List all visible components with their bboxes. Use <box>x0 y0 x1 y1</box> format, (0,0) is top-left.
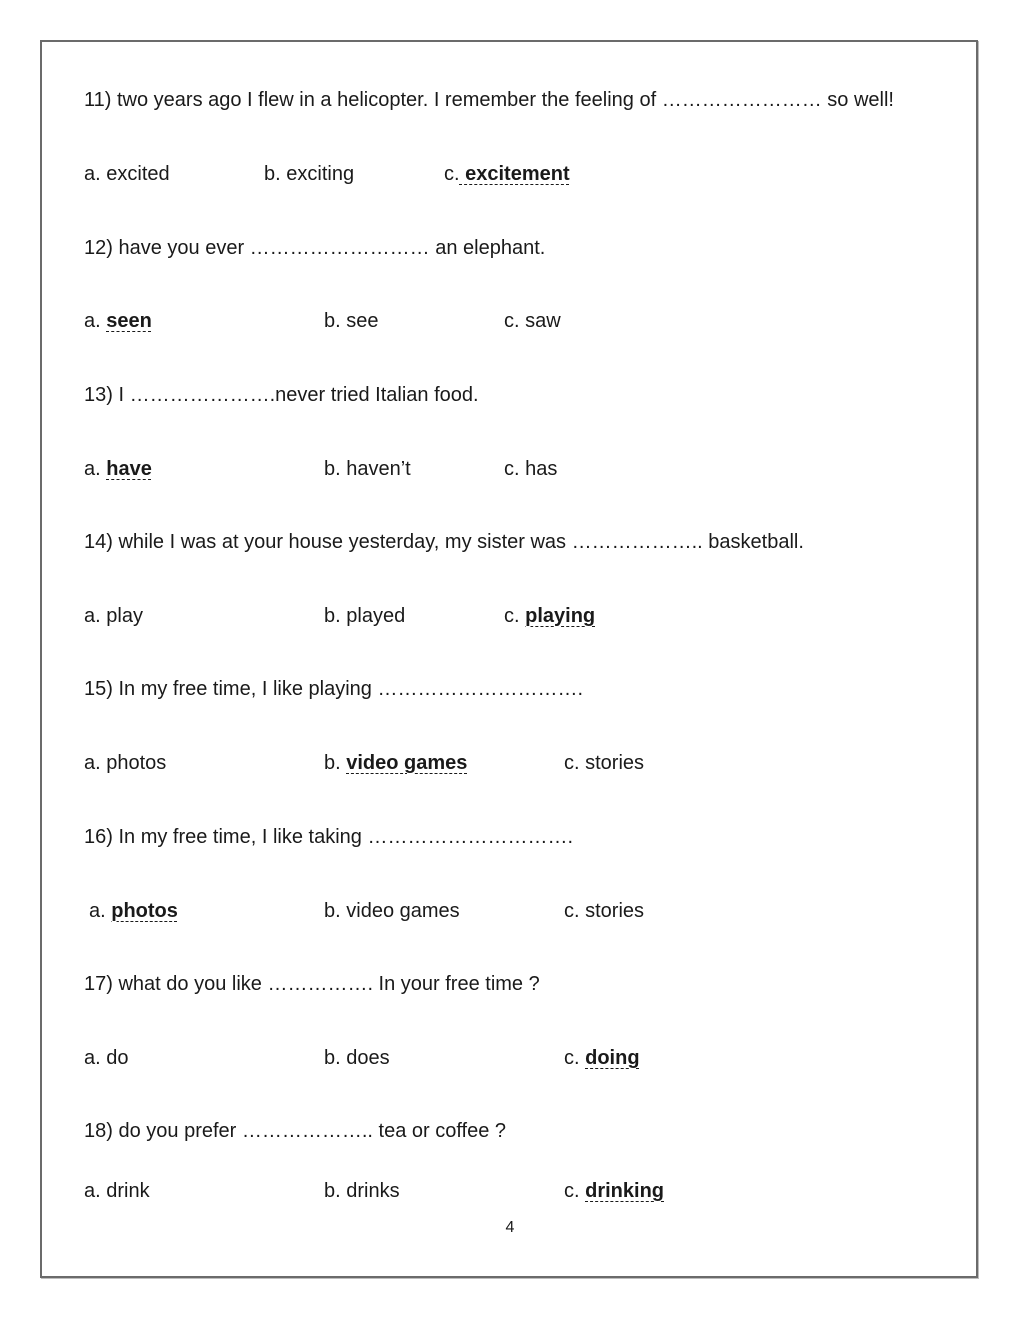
option-prefix: b. <box>324 1180 347 1202</box>
option-prefix: c. <box>564 1180 586 1202</box>
q17-option-c[interactable] <box>564 1046 640 1070</box>
option-prefix: c. <box>564 752 586 774</box>
q12-option-c[interactable] <box>504 309 561 333</box>
option-word: saw <box>525 310 561 332</box>
option-prefix: c. <box>504 605 526 627</box>
option-prefix: b. <box>264 163 287 185</box>
option-word: photos <box>106 752 167 774</box>
option-word: excited <box>106 163 170 185</box>
option-prefix: a. <box>84 752 107 774</box>
option-word: stories <box>585 900 645 922</box>
q11-option-b[interactable] <box>264 162 354 186</box>
question-12: 12) have you ever ……………………… an elephant. <box>84 237 546 259</box>
answer-word: seen <box>106 310 152 332</box>
question-17: 17) what do you like ……………. In your free time ? <box>84 973 540 995</box>
option-prefix: c. <box>564 900 586 922</box>
page-border <box>40 40 978 1278</box>
question-16: 16) In my free time, I like taking …………………………. <box>84 826 573 848</box>
option-prefix: b. <box>324 310 347 332</box>
answer-word: doing <box>585 1047 640 1069</box>
option-word: has <box>525 458 558 480</box>
option-prefix: b. <box>324 1047 347 1069</box>
q17-option-b[interactable] <box>324 1046 390 1070</box>
question-14: 14) while I was at your house yesterday, my sister was ……………….. basketball. <box>84 531 804 553</box>
answer-word: excitement <box>459 163 570 185</box>
option-word: video games <box>346 900 460 922</box>
question-18: 18) do you prefer ……………….. tea or coffee ? <box>84 1120 507 1142</box>
q16-option-a[interactable] <box>89 899 178 923</box>
q16-option-b[interactable] <box>324 899 460 923</box>
q16-option-c[interactable] <box>564 899 644 923</box>
question-11: 11) two years ago I flew in a helicopter. I remember the feeling of …………………… so well! <box>84 89 894 111</box>
option-word: drink <box>106 1180 150 1202</box>
q15-option-b[interactable] <box>324 751 467 775</box>
option-prefix: b. <box>324 458 347 480</box>
answer-word: drinking <box>585 1180 665 1202</box>
q12-option-a[interactable] <box>84 309 152 333</box>
option-word: does <box>346 1047 390 1069</box>
question-13: 13) I ………………….never tried Italian food. <box>84 384 479 406</box>
option-prefix: b. <box>324 900 347 922</box>
option-prefix: a. <box>84 458 107 480</box>
q11-option-c[interactable] <box>444 162 570 186</box>
q14-option-a[interactable] <box>84 604 143 628</box>
option-word: play <box>106 605 143 627</box>
q13-option-c[interactable] <box>504 457 557 481</box>
q11-option-a[interactable] <box>84 162 170 186</box>
answer-word: photos <box>111 900 178 922</box>
page-number: 4 <box>505 1219 515 1236</box>
option-prefix: c. <box>504 310 526 332</box>
q13-option-a[interactable] <box>84 457 152 481</box>
option-prefix: c. <box>504 458 526 480</box>
option-prefix: a. <box>84 310 107 332</box>
question-15: 15) In my free time, I like playing …………………………. <box>84 678 584 700</box>
answer-word: video games <box>346 752 468 774</box>
option-prefix: b. <box>324 605 347 627</box>
option-word: do <box>106 1047 129 1069</box>
option-prefix: a. <box>89 900 112 922</box>
answer-word: have <box>106 458 152 480</box>
option-prefix: a. <box>84 1180 107 1202</box>
q18-option-c[interactable] <box>564 1179 664 1203</box>
option-prefix: a. <box>84 1047 107 1069</box>
option-prefix: b. <box>324 752 347 774</box>
option-prefix: c. <box>564 1047 586 1069</box>
option-word: haven’t <box>346 458 411 480</box>
q14-option-c[interactable] <box>504 604 595 628</box>
option-prefix: c. <box>444 163 460 185</box>
option-prefix: a. <box>84 163 107 185</box>
q15-option-c[interactable] <box>564 751 644 775</box>
q14-option-b[interactable] <box>324 604 405 628</box>
q12-option-b[interactable] <box>324 309 379 333</box>
q15-option-a[interactable] <box>84 751 166 775</box>
option-word: played <box>346 605 406 627</box>
q17-option-a[interactable] <box>84 1046 129 1070</box>
q18-option-b[interactable] <box>324 1179 400 1203</box>
option-word: stories <box>585 752 645 774</box>
option-word: see <box>346 310 379 332</box>
q18-option-a[interactable] <box>84 1179 150 1203</box>
q13-option-b[interactable] <box>324 457 411 481</box>
option-prefix: a. <box>84 605 107 627</box>
option-word: drinks <box>346 1180 400 1202</box>
option-word: exciting <box>286 163 355 185</box>
answer-word: playing <box>525 605 596 627</box>
